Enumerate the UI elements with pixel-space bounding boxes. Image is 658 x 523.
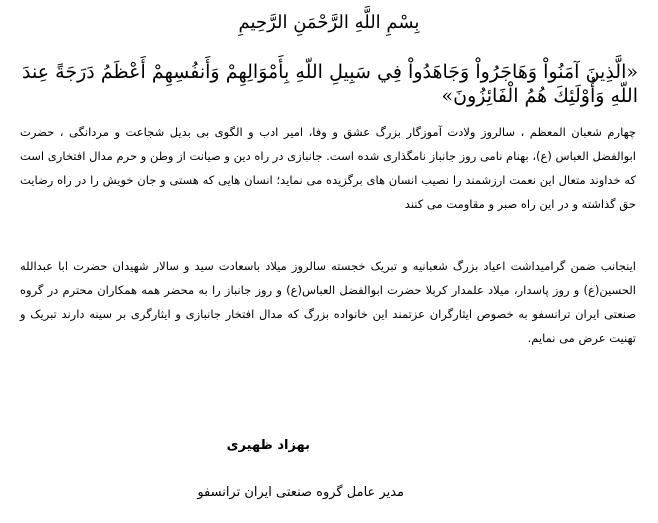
signer-name: بهزاد ظهیری — [226, 438, 310, 453]
quran-verse: «الَّذِينَ آمَنُواْ وَهَاجَرُواْ وَجَاهَدُواْ فِي سَبِيلِ اللّهِ بِأَمْوَالِهِمْ وَأَنفُسِهِمْ أَعْظَمُ دَرَجَةً عِندَ اللّهِ وَأُوْلَئِكَ هُمُ الْفَائِزُونَ» — [22, 61, 638, 107]
body-paragraph-2: اینجانب ضمن گرامیداشت اعیاد بزرگ شعبانیه و تبریک خجسته سالروز میلاد باسعادت سید و سالار شهیدان حضرت ابا عبدالله الحسین(ع) و روز پاسدار، میلاد علمدار کربلا حضرت ابوالفضل العباس(ع) و روز جانباز را به محضر همه همکاران محترم در گروه صنعتی ایران ترانسفو به خصوص ایثارگران عزتمند این خانواده بزرگ که مدال افتخار جانبازی و ایثارگری بر سینه دارند تبریک و تهنیت عرض می نمایم. — [20, 259, 636, 345]
body-paragraph-1: چهارم شعبان المعظم ، سالروز ولادت آموزگار بزرگ عشق و وفا، امیر ادب و الگوی بی بدیل شجاعت و مردانگی ، حضرت ابوالفضل العباس (ع)، بهنام نامی روز جانباز نامگذاری شده است. جانبازی در راه دین و صیانت از وطن و حرم مدال افتخاری است که خداوند متعال این نعمت ارزشمند را نصیب انسان های برگزیده می نماید؛ انسان هایی که هستی و جان خویش را در راه رضایت حق گذاشته و در این راه صبر و مقاومت می کنند — [20, 125, 636, 211]
signer-title: مدیر عامل گروه صنعتی ایران ترانسفو — [197, 485, 404, 500]
basmala-heading: بِسْمِ اللَّهِ الرَّحْمَنِ الرَّحِيمِ — [238, 12, 420, 33]
